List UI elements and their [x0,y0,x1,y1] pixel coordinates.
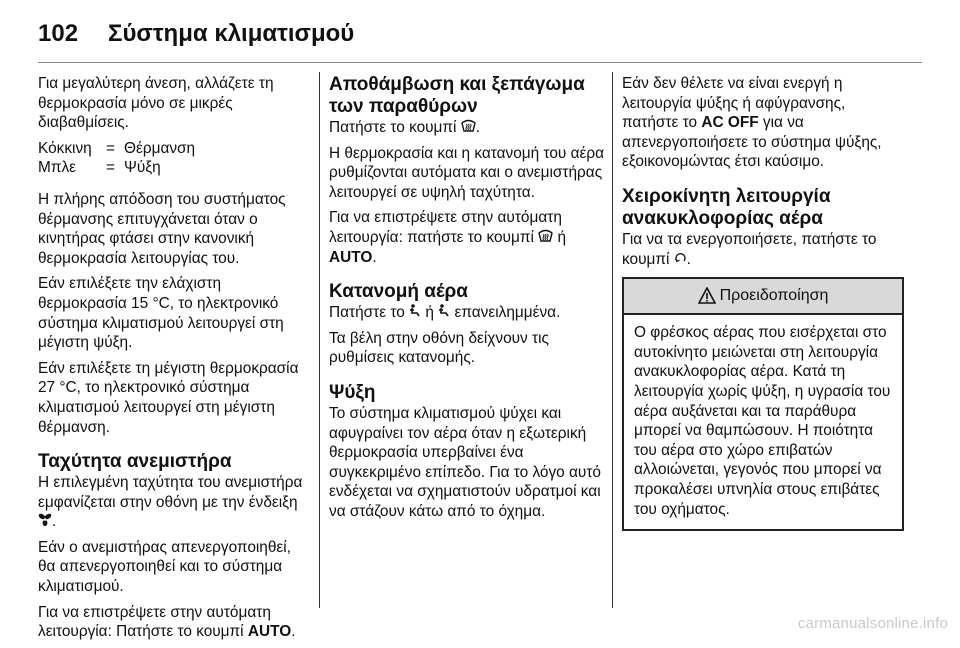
dist-repeat-text: επανειλημμένα. [454,304,561,322]
ac-off-paragraph [622,74,904,172]
auto-button-label: AUTO [329,248,373,266]
max-temp-paragraph: Εάν επιλέξετε τη μέγιστη θερμοκρασία 27 °C, το ηλεκτρονικό σύστημα κλιματισμού λειτουργεί στη μέγιστη θέρμανση. [38,359,299,436]
defrost-auto-paragraph: Η θερμοκρασία και η κατανομή του αέρα ρυθμίζονται αυτόματα και ο ανεμιστήρας λειτουργεί σε υψηλή ταχύτητα. [329,144,605,201]
legend-value-heating: Θέρμανση [124,139,196,157]
fan-speed-heading: Ταχύτητα ανεμιστήρα [38,451,232,473]
defrost-heading: Αποθάμβωση και ξεπάγωμα των παραθύρων [329,74,585,117]
header-divider [38,62,922,63]
windshield-defrost-icon [538,228,553,248]
column-2 [329,74,605,528]
ac-off-post-text: για να απενεργοποιήσετε το σύστημα ψύξης, εξοικονομώντας έτσι καύσιμο. [622,114,882,171]
or-text: ή [557,228,566,246]
page-header [38,14,354,54]
air-distribution-paragraph [329,303,605,323]
fan-speed-paragraph: Η επιλεγμένη ταχύτητα του ανεμιστήρα εμφανίζεται στην οθόνη με την ένδειξη . [38,474,303,531]
windshield-defrost-icon [461,118,476,138]
column-1 [38,74,310,648]
recirc-press-text: Για να τα ενεργοποιήσετε, πατήστε το κουμπί [622,230,877,268]
column-divider-2 [612,72,613,608]
defrost-press-paragraph: Πατήστε το κουμπί . [329,119,481,136]
defrost-press-text: Πατήστε το κουμπί [329,119,457,136]
fan-auto-text: Για να επιστρέψετε στην αυτόματη λειτουργία: Πατήστε το κουμπί [38,603,271,641]
dist-press-text: Πατήστε το [329,304,405,322]
legend-equals: = [106,139,115,157]
auto-button-label: AUTO [247,623,292,641]
warning-box [622,277,904,531]
or-text: ή [425,304,434,322]
cooling-heading: Ψύξη [329,381,376,403]
recirculation-icon [674,250,687,270]
warning-header [624,279,902,315]
defrost-return-text: Για να επιστρέψετε στην αυτόματη λειτουργία: πατήστε το κουμπί [329,209,562,246]
defrost-return-paragraph: Για να επιστρέψετε στην αυτόματη λειτουργία: πατήστε το κουμπί ή AUTO. [329,209,566,266]
column-divider-1 [319,72,320,608]
distribution-arrows-paragraph: Τα βέλη στην οθόνη δείχνουν τις ρυθμίσεις κατανομής. [329,329,549,367]
fan-icon [38,512,52,532]
watermark: carmanualsonline.info [797,615,948,632]
page-title: Σύστημα κλιματισμού [108,20,355,47]
ac-off-button-label: AC OFF [701,114,759,132]
column-3 [622,74,904,531]
warning-title: Προειδοποίηση [719,287,829,305]
recirculation-heading: Χειροκίνητη λειτουργία ανακυκλοφορίας αέρα [622,185,831,229]
air-distribution-icon [409,303,421,323]
air-distribution-icon [438,303,450,323]
color-legend [38,139,310,178]
legend-equals: = [106,159,115,177]
legend-term-blue: Μπλε [38,159,76,177]
ac-off-pre-text: Εάν δεν θέλετε να είναι ενεργή η λειτουργία ψύξης ή αφύγρανσης, πατήστε το [622,75,846,132]
warning-triangle-icon [698,287,716,305]
fan-auto-paragraph: Για να επιστρέψετε στην αυτόματη λειτουργία: Πατήστε το κουμπί AUTO. [38,603,296,641]
fan-off-paragraph: Εάν ο ανεμιστήρας απενεργοποιηθεί, θα απενεργοποιηθεί και το σύστημα κλιματισμού. [38,538,291,596]
air-distribution-heading: Κατανομή αέρα [329,281,468,303]
min-temp-paragraph: Εάν επιλέξετε την ελάχιστη θερμοκρασία 15 °C, το ηλεκτρονικό σύστημα κλιματισμού λειτουργεί στη μέγιστη ψύξη. [38,275,284,352]
cooling-paragraph: Το σύστημα κλιματισμού ψύχει και αφυγραίνει τον αέρα όταν η εξωτερική θερμοκρασία υπερβαίνει ένα συγκεκριμένο επίπεδο. Για το λόγο αυτό ενδέχεται να σχηματιστούν υδρατμοί και να στάζουν κάτω από το όχημα. [329,404,601,520]
legend-value-cooling: Ψύξη [124,159,161,177]
page-number: 102 [38,20,79,47]
fan-speed-text: Η επιλεγμένη ταχύτητα του ανεμιστήρα εμφανίζεται στην οθόνη με την ένδειξη [38,474,303,511]
heating-performance-paragraph: Η πλήρης απόδοση του συστήματος θέρμανσης επιτυγχάνεται όταν ο κινητήρας φτάσει στην κανονική θερμοκρασία λειτουργίας του. [38,190,286,267]
warning-text: Ο φρέσκος αέρας που εισέρχεται στο αυτοκίνητο μειώνεται στη λειτουργία ανακυκλοφορίας αέρα. Κατά τη λειτουργία χωρίς ψύξη, η υγρασία του αέρα αυξάνεται και τα παράθυρα μπορεί να θαμπώσουν. Η ποιότητα του αέρα στο χώρο επιβατών αλλοιώνεται, γεγονός που μπορεί να προκαλέσει υπνηλία στους επιβάτες του οχήματος. [634,324,891,518]
recirculation-paragraph: Για να τα ενεργοποιήσετε, πατήστε το κουμπί . [622,230,877,268]
intro-paragraph: Για μεγαλύτερη άνεση, αλλάζετε τη θερμοκρασία μόνο σε μικρές διαβαθμίσεις. [38,75,274,132]
legend-term-red: Κόκκινη [38,139,92,157]
